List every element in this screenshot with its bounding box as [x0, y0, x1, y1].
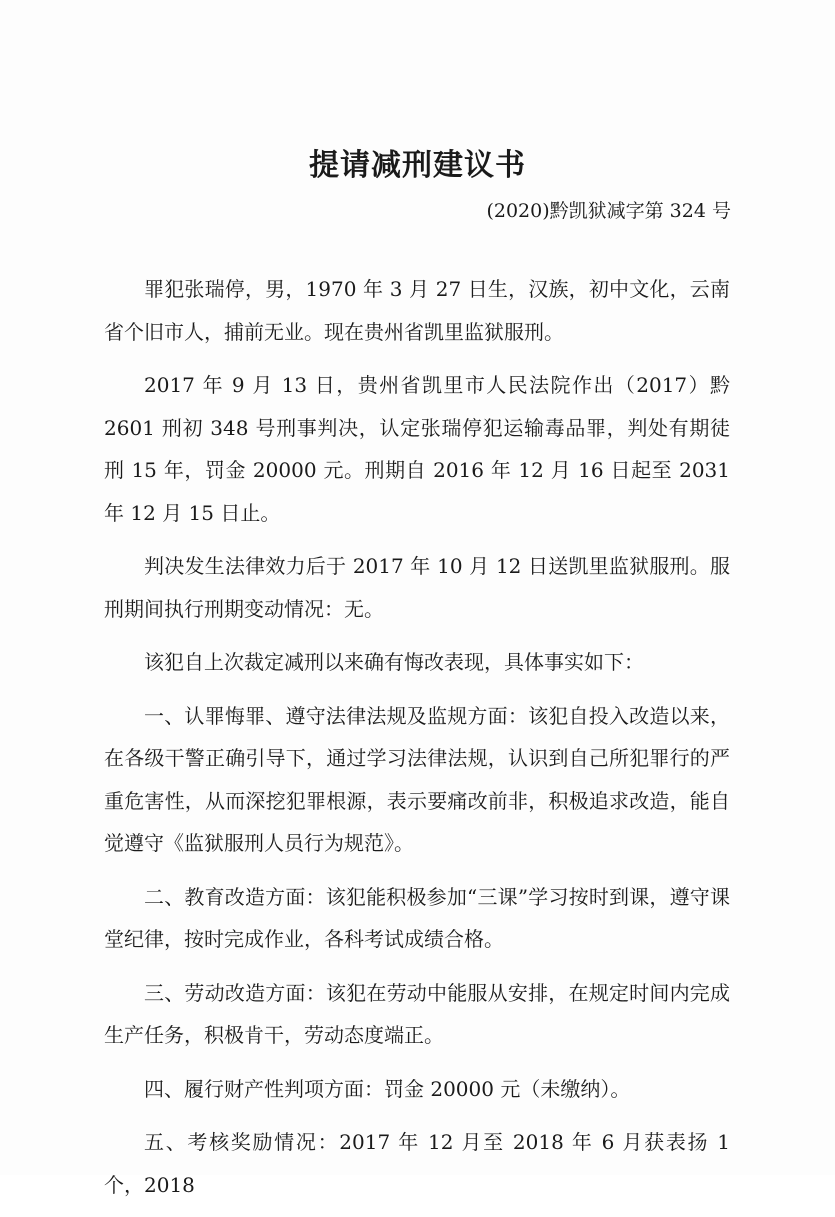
paragraph-sentence-execution: 判决发生法律效力后于 2017 年 10 月 12 日送凯里监狱服刑。服刑期间执行刑期变动情况：无。	[104, 554, 730, 621]
paragraph-repentance-intro: 该犯自上次裁定减刑以来确有悔改表现，具体事实如下：	[144, 650, 644, 674]
document-title: 提请减刑建议书	[309, 148, 526, 183]
paragraph-property-penalty: 四、履行财产性判项方面：罚金 20000 元（未缴纳）。	[144, 1076, 631, 1101]
paragraph-labor: 三、劳动改造方面：该犯在劳动中能服从安排，在规定时间内完成生产任务，积极肯干，劳动态度端正。	[104, 980, 730, 1047]
paragraph-offender-info: 罪犯张瑞停，男，1970 年 3 月 27 日生，汉族，初中文化，云南省个旧市人，捕前无业。现在贵州省凯里监狱服刑。	[104, 277, 730, 344]
paragraph-judgment: 2017 年 9 月 13 日，贵州省凯里市人民法院作出（2017）黔 2601 刑初 348 号刑事判决，认定张瑞停犯运输毒品罪，判处有期徒刑 15 年，罚金 20000 元。刑期自 2016 年 12 月 16 日起至 2031 年 12 月 15 日止。	[104, 373, 730, 525]
paragraph-education: 二、教育改造方面：该犯能积极参加“三课”学习按时到课，遵守课堂纪律，按时完成作业，各科考试成绩合格。	[104, 884, 730, 951]
paragraph-rewards: 五、考核奖励情况：2017 年 12 月至 2018 年 6 月获表扬 1 个，2018	[104, 1130, 730, 1197]
document-body	[104, 268, 730, 1217]
document-number: (2020)黔凯狱减字第 324 号	[486, 200, 731, 222]
paragraph-law-compliance: 一、认罪悔罪、遵守法律法规及监规方面：该犯自投入改造以来，在各级干警正确引导下，通过学习法律法规，认识到自己所犯罪行的严重危害性，从而深挖犯罪根源，表示要痛改前非，积极追求改造，能自觉遵守《监狱服刑人员行为规范》。	[104, 703, 730, 855]
